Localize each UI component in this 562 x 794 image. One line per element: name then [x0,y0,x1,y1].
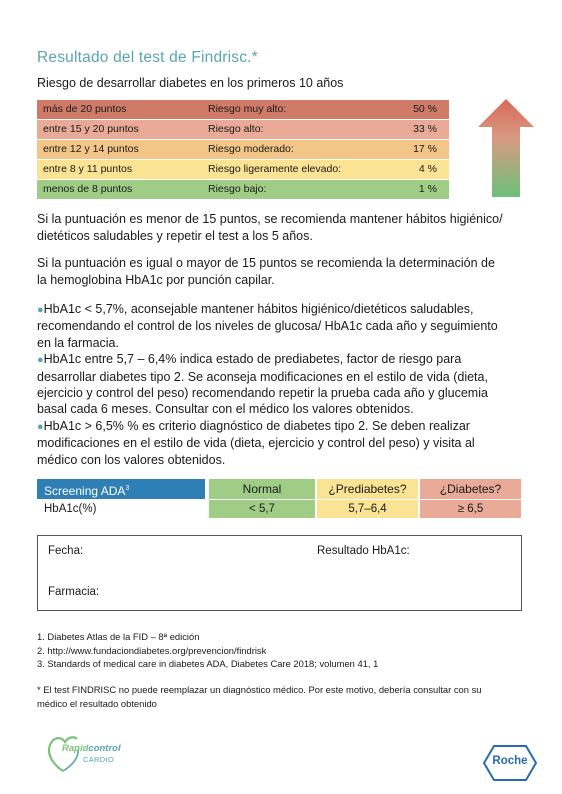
bullet-line: HbA1c > 6,5% % es criterio diagnóstico de diabetes tipo 2. Se deben realizar [43,418,470,433]
bullet-dot-icon: ● [37,420,44,433]
risk-level: Riesgo alto: [208,123,264,135]
bullet-item [37,351,527,418]
risk-row [37,100,449,119]
risk-gradient-arrow-icon [476,97,536,199]
fecha-field-label: Fecha: [48,545,84,557]
bullet-line: en la farmacia. [37,335,119,350]
risk-points: entre 8 y 11 puntos [43,163,133,175]
page-subtitle: Riesgo de desarrollar diabetes en los primeros 10 años [37,76,344,90]
risk-table [37,100,449,200]
paragraph-line: dietéticos saludables y repetir el test a los 5 años. [37,229,313,243]
bullet-dot-icon: ● [37,354,44,367]
risk-percent: 33 % [413,123,437,135]
ada-normal-header: Normal [209,479,315,499]
paragraph-line: Si la puntuación es igual o mayor de 15 puntos se recomienda la determinación de [37,256,495,270]
ada-diabetes-value: ≥ 6,5 [420,500,521,518]
farmacia-field-label: Farmacia: [48,586,100,598]
risk-row [37,180,449,199]
bullet-dot-icon: ● [37,304,44,316]
references-list [37,630,378,671]
risk-points: menos de 8 puntos [43,183,133,195]
roche-logo [482,744,538,782]
risk-percent: 50 % [413,103,437,115]
bullet-line: médico con los valores obtenidos. [37,452,226,467]
ada-normal-value: < 5,7 [209,500,315,518]
ada-row-label: HbA1c(%) [44,503,97,515]
bullet-item [37,301,527,351]
ada-header-sup: 3 [125,485,130,492]
paragraph-line: Si la puntuación es menor de 15 puntos, se recomienda mantener hábitos higiénico/ [37,212,503,226]
bullet-line: recomendando el control de los niveles de glucosa/ HbA1c cada año y seguimiento [37,319,498,334]
reference-item: 2. http://www.fundaciondiabetes.org/prevencion/findrisk [37,644,267,656]
risk-row [37,160,449,179]
risk-percent: 1 % [418,183,437,195]
risk-row [37,120,449,139]
risk-points: más de 20 puntos [43,103,127,115]
result-form-box [37,535,522,611]
risk-row [37,140,449,159]
logo-cardio-text: CARDIO [83,755,114,764]
recommendation-paragraph-low [37,211,517,245]
logo-control-text: control [88,743,121,754]
bullet-item [37,418,527,468]
footnote-line: * El test FINDRISC no puede reemplazar un diagnóstico médico. Por este motivo, debería consultar con su [37,684,482,695]
risk-percent: 4 % [418,163,437,175]
logo-rapid-text: Rapid [62,743,89,754]
risk-points: entre 15 y 20 puntos [43,123,139,135]
risk-percent: 17 % [413,143,437,155]
ada-prediabetes-header: ¿Prediabetes? [317,479,418,499]
risk-points: entre 12 y 14 puntos [43,143,139,155]
ada-diabetes-header: ¿Diabetes? [420,479,521,499]
risk-level: Riesgo bajo: [208,183,267,195]
resultado-field-label: Resultado HbA1c: [317,545,410,557]
bullet-line: modificaciones en el estilo de vida (dieta, ejercicio y control del peso) y visita al [37,436,475,451]
bullet-line: HbA1c entre 5,7 – 6,4% indica estado de prediabetes, factor de riesgo para [43,352,462,367]
page-title: Resultado del test de Findrisc.* [37,49,258,66]
rapidcontrol-cardio-logo [47,733,127,773]
bullet-line: HbA1c < 5,7%, aconsejable mantener hábitos higiénico/dietéticos saludables, [43,302,474,316]
risk-level: Riesgo ligeramente elevado: [208,163,342,175]
ada-prediabetes-value: 5,7–6,4 [317,500,418,518]
hba1c-bullet-list [37,301,527,468]
disclaimer-footnote [37,683,527,710]
paragraph-line: la hemoglobina HbA1c por punción capilar. [37,273,275,287]
roche-logo-text: Roche [492,755,528,767]
bullet-line: ejercicio y control del peso) recomendando repetir la prueba cada año y glucemia [37,386,488,401]
reference-item: 3. Standards of medical care in diabetes ADA, Diabetes Care 2018; volumen 41, 1 [37,658,379,670]
bullet-line: desarrollar diabetes tipo 2. Se aconseja modificaciones en el estilo de vida (dieta, [37,369,488,384]
bullet-line: basal cada 6 meses. Consultar con el médico los valores obtenidos. [37,402,414,417]
footnote-line: médico el resultado obtenido [37,697,157,709]
recommendation-paragraph-high [37,255,517,289]
ada-header-cell [37,479,205,499]
risk-level: Riesgo moderado: [208,143,294,155]
ada-header-label: Screening ADA [44,484,126,498]
risk-level: Riesgo muy alto: [208,103,287,115]
reference-item: 1. Diabetes Atlas de la FID – 8ª edición [37,631,200,642]
